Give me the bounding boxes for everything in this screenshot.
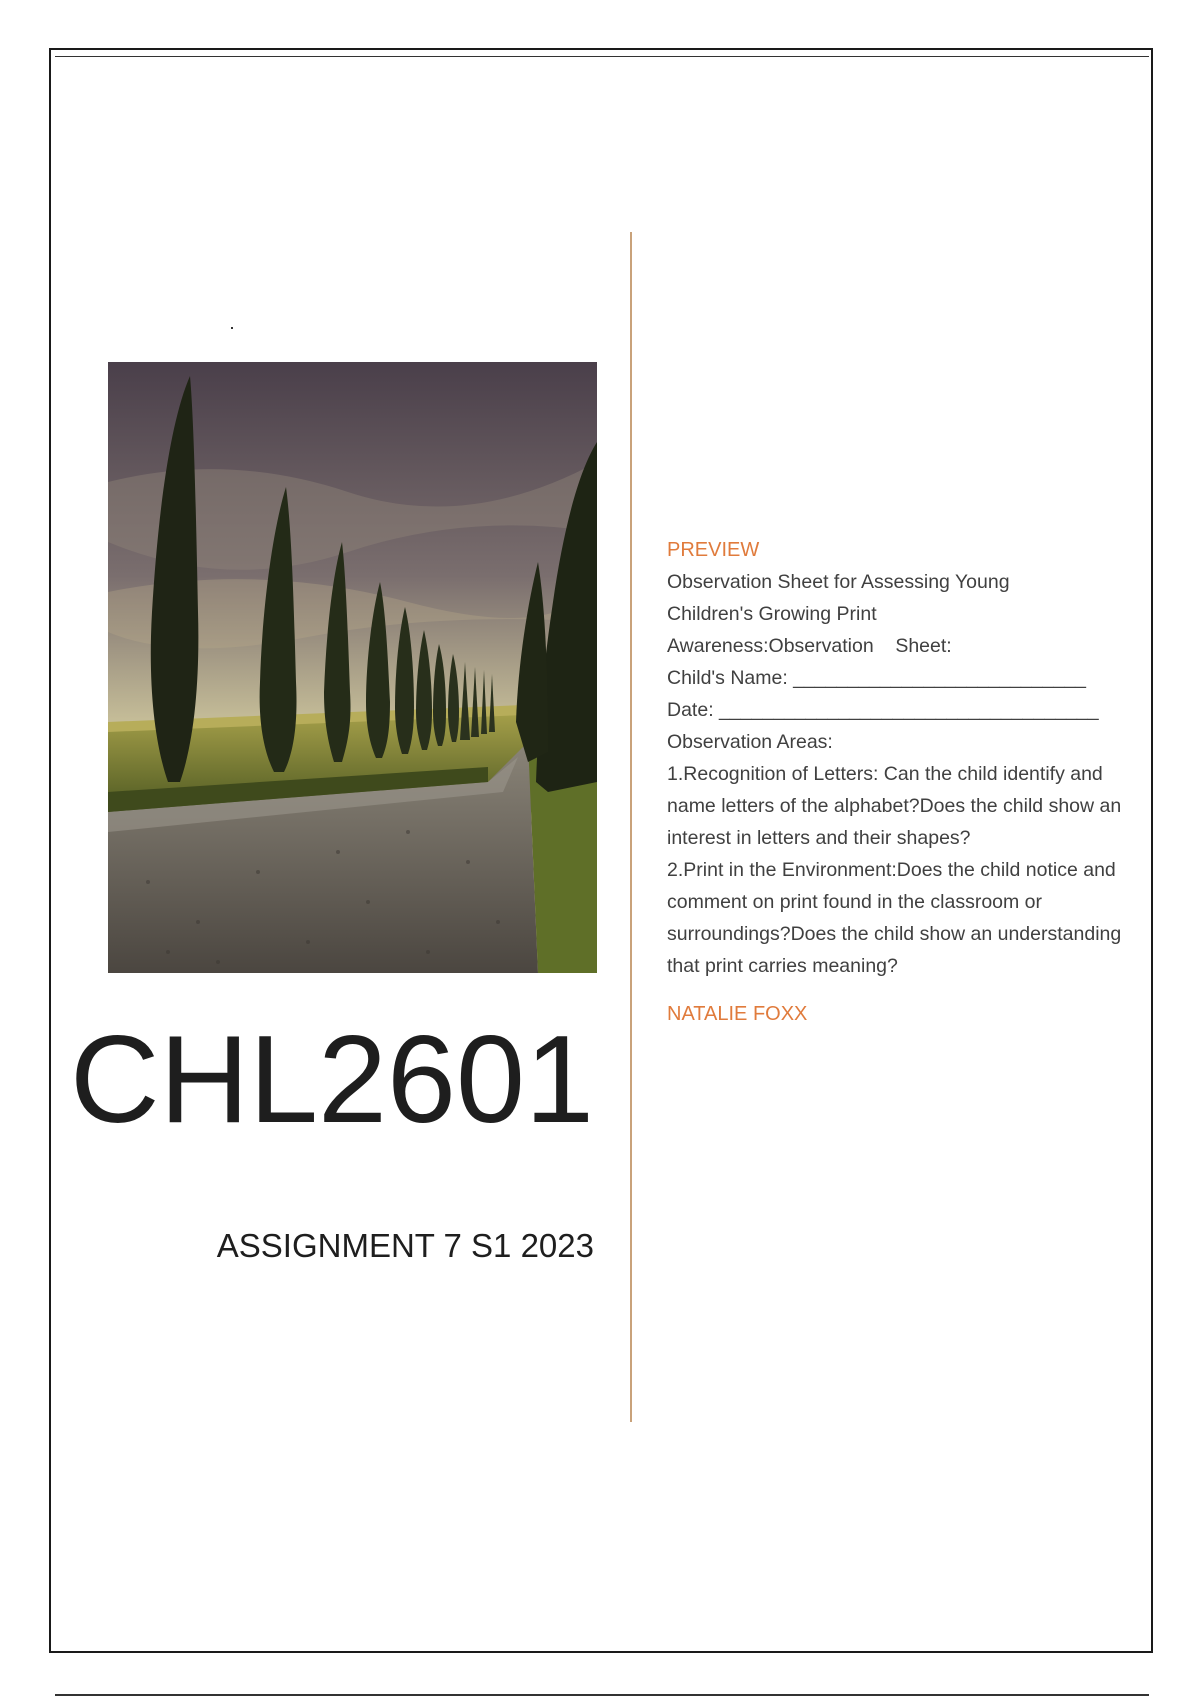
preview-panel [667,536,1127,1028]
observation-areas-label: Observation Areas: [667,731,833,753]
assignment-subtitle: ASSIGNMENT 7 S1 2023 [216,1227,594,1264]
observation-area-2: 2.Print in the Environment:Does the child notice and comment on print found in the classroom or surroundings?Does the child show an understanding that print carries meaning? [667,859,1122,977]
author-name: NATALIE FOXX [667,1003,808,1025]
child-name-field-label: Child's Name: ___________________________ [667,667,1086,689]
course-code-title: CHL2601 [70,1011,594,1149]
preview-line: Children's Growing Print [667,603,877,625]
bottom-rule [55,1694,1149,1696]
vertical-divider [630,232,632,1422]
landscape-photo-icon [108,362,597,973]
stray-dot [231,327,233,329]
top-rule [55,56,1149,57]
observation-area-1: 1.Recognition of Letters: Can the child identify and name letters of the alphabet?Does the child show an interest in letters and their shapes? [667,763,1122,849]
cover-photo [108,362,597,973]
preview-heading: PREVIEW [667,539,760,561]
preview-line: Observation Sheet for Assessing Young [667,571,1010,593]
preview-line: Awareness:Observation Sheet: [667,635,952,657]
date-field-label: Date: ___________________________________ [667,699,1099,721]
